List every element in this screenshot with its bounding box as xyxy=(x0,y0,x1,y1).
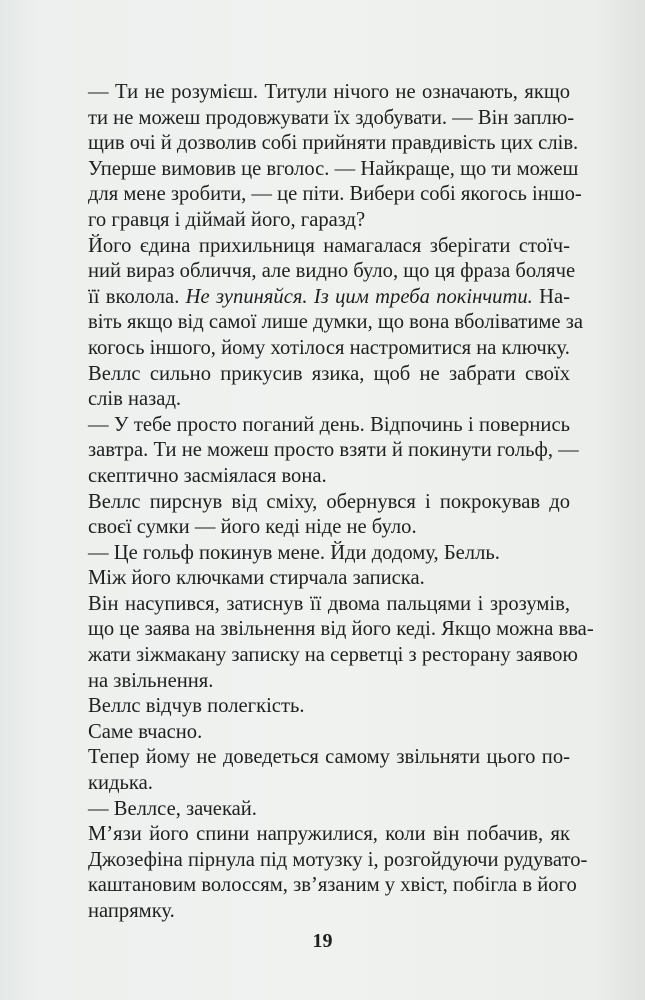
text-line: — У тебе просто поганий день. Відпочинь і повернись xyxy=(88,413,570,436)
text-line: — Це гольф покинув мене. Йди додому, Белль. xyxy=(88,541,500,564)
text-line: слів назад. xyxy=(88,388,182,411)
paragraph-9 xyxy=(88,694,570,720)
text-line: жати зіжмакану записку на серветці з ресторану заявою xyxy=(88,644,578,667)
text-line: — Веллсе, зачекай. xyxy=(88,797,257,820)
text-line: скептично засміялася вона. xyxy=(88,464,327,487)
text-line: Його єдина прихильниця намагалася зберігати стоїч- xyxy=(88,234,570,257)
text-line: ний вираз обличчя, але видно було, що ця фраза боляче xyxy=(88,260,576,283)
text-line: Він насупився, затиснув її двома пальцями і зрозумів, xyxy=(88,592,570,615)
text-line: напрямку. xyxy=(88,900,175,922)
paragraph-13 xyxy=(88,822,588,924)
text-line: каштановим волоссям, зв’язаним у хвіст, побігла в його xyxy=(88,874,577,897)
italic-text: Не зупиняйся. Із цим треба покінчити. xyxy=(185,285,533,308)
text-line: Тепер йому не доведеться самому звільняти цього по- xyxy=(88,746,570,769)
text-line: Веллс відчув полегкість. xyxy=(88,695,305,718)
paragraph-1 xyxy=(88,80,582,234)
text-line: Веллс сильно прикусив язика, щоб не забрати своїх xyxy=(88,362,570,385)
body-text xyxy=(88,80,594,925)
paragraph-5 xyxy=(88,490,570,541)
text-line: Джозефіна пірнула під мотузку і, розгойдуючи рудувато- xyxy=(88,848,588,871)
paragraph-4 xyxy=(88,413,579,490)
paragraph-2 xyxy=(88,234,583,362)
text-line: щив очі й дозволив собі прийняти правдивість цих слів. xyxy=(88,132,579,155)
text-line: кидька. xyxy=(88,772,153,795)
paragraph-3 xyxy=(88,362,570,413)
text-line: на звільнення. xyxy=(88,669,214,692)
text-line: Саме вчасно. xyxy=(88,720,203,743)
text-line: — Ти не розумієш. Титули нічого не означають, якщо xyxy=(88,81,570,103)
text-line-mixed xyxy=(88,285,570,311)
text-line: завтра. Ти не можеш просто взяти й покинути гольф, — xyxy=(88,439,579,462)
paragraph-8 xyxy=(88,592,594,694)
text-fragment: На- xyxy=(539,285,570,308)
text-fragment: її вколола. xyxy=(88,285,180,308)
text-line: Між його ключками стирчала записка. xyxy=(88,567,425,590)
paragraph-7 xyxy=(88,566,570,592)
text-line: го гравця і діймай його, гаразд? xyxy=(88,208,366,231)
page-number: 19 xyxy=(312,930,333,952)
text-line: Уперше вимовив це вголос. — Найкраще, що ти можеш xyxy=(88,157,579,180)
text-line: М’язи його спини напружилися, коли він побачив, як xyxy=(88,823,570,846)
text-line: що це заява на звільнення від його кеді. Якщо можна вва- xyxy=(88,618,594,641)
text-line: Веллс пирснув від сміху, обернувся і покрокував до xyxy=(88,490,570,513)
text-line: ти не можеш продовжувати їх здобувати. — Він заплю- xyxy=(88,106,575,129)
text-line: когось іншого, йому хотілося настромитися на ключку. xyxy=(88,336,570,359)
paragraph-12 xyxy=(88,797,570,823)
paragraph-11 xyxy=(88,745,570,796)
paragraph-6 xyxy=(88,541,570,567)
text-line: своєї сумки — його кеді ніде не було. xyxy=(88,516,417,539)
text-line: для мене зробити, — це піти. Вибери собі якогось іншо- xyxy=(88,183,582,206)
text-line: віть якщо від самої лише думки, що вона вболіватиме за xyxy=(88,311,583,334)
paragraph-10 xyxy=(88,720,570,746)
